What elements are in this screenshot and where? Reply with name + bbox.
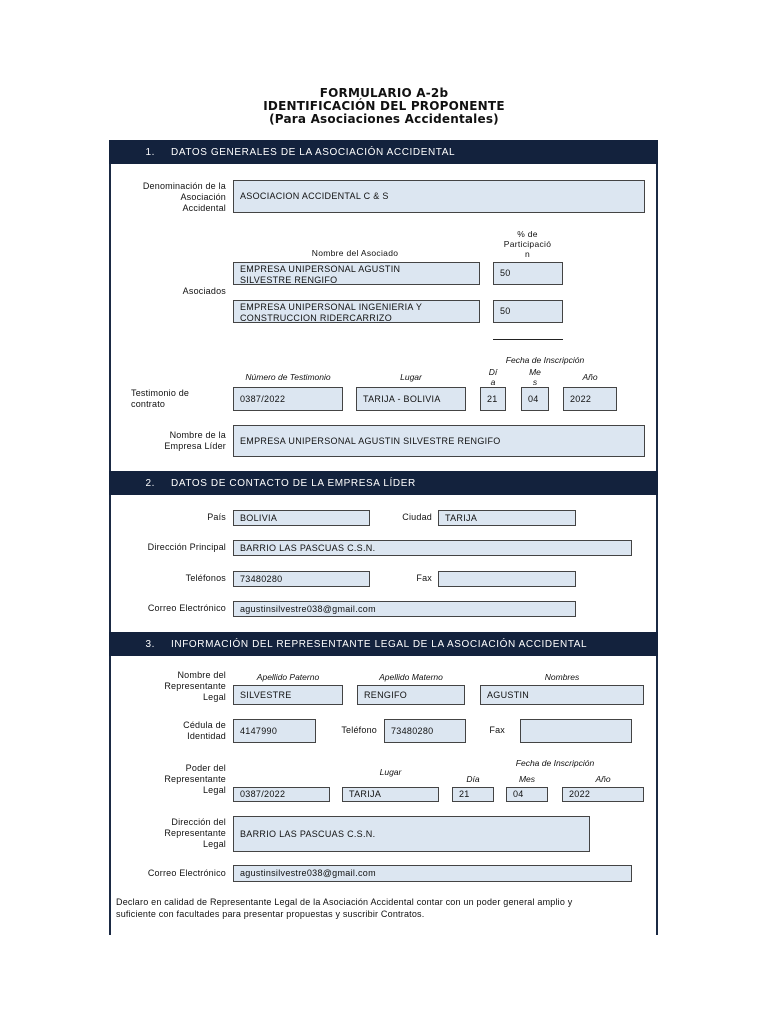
- asociado-1-nombre-field[interactable]: EMPRESA UNIPERSONAL AGUSTIN SILVESTRE RENGIFO: [233, 262, 480, 285]
- section-2-title: DATOS DE CONTACTO DE LA EMPRESA LÍDER: [171, 477, 416, 489]
- pais-field[interactable]: BOLIVIA: [233, 510, 370, 526]
- correo-rep-label: Correo Electrónico: [147, 868, 226, 878]
- direccion-rep-label: Dirección del Representante Legal: [164, 817, 226, 849]
- testimonio-dia-field[interactable]: 21: [480, 387, 506, 411]
- apellido-paterno-field[interactable]: SILVESTRE: [233, 685, 343, 705]
- section-3-number: 3.: [145, 638, 155, 650]
- poder-mes-field[interactable]: 04: [506, 787, 548, 802]
- telefonos-label: Teléfonos: [185, 573, 226, 583]
- pct-underline: [493, 339, 563, 340]
- asociados-label: Asociados: [182, 286, 226, 296]
- col-numero-testimonio: Número de Testimonio: [245, 372, 331, 382]
- denominacion-label: Denominación de la Asociación Accidental: [142, 181, 226, 213]
- col-dia: Dí a: [488, 367, 498, 387]
- section-2-number: 2.: [145, 477, 155, 489]
- poder-anio-field[interactable]: 2022: [562, 787, 644, 802]
- direccion-label: Dirección Principal: [147, 542, 226, 552]
- col-nombres: Nombres: [544, 672, 580, 682]
- testimonio-anio-field[interactable]: 2022: [563, 387, 617, 411]
- fax-label: Fax: [416, 573, 432, 583]
- col-apellido-paterno: Apellido Paterno: [256, 672, 320, 682]
- poder-label: Poder del Representante Legal: [164, 763, 226, 795]
- fecha-inscripcion-heading: Fecha de Inscripción: [505, 355, 585, 365]
- col-porcentaje: % de Participació n: [503, 229, 552, 259]
- denominacion-field[interactable]: [233, 180, 645, 213]
- col-lugar: Lugar: [400, 372, 422, 382]
- nombre-representante-label: Nombre del Representante Legal: [164, 670, 226, 702]
- correo-label: Correo Electrónico: [147, 603, 226, 613]
- cedula-label: Cédula de Identidad: [183, 720, 226, 741]
- form-code-title: FORMULARIO A-2b: [319, 86, 449, 100]
- denominacion-value: ASOCIACION ACCIDENTAL C & S: [240, 191, 389, 201]
- poder-col-lugar: Lugar: [379, 767, 402, 777]
- telefono-rep-field[interactable]: 73480280: [384, 719, 466, 743]
- ciudad-label: Ciudad: [402, 512, 432, 522]
- form-subtitle: (Para Asociaciones Accidentales): [269, 112, 499, 126]
- asociado-2-pct-field[interactable]: 50: [493, 300, 563, 323]
- ciudad-field[interactable]: TARIJA: [438, 510, 576, 526]
- nombres-field[interactable]: AGUSTIN: [480, 685, 644, 705]
- section-3-header: [109, 632, 658, 656]
- fax-rep-label: Fax: [489, 725, 505, 735]
- section-3-title: INFORMACIÓN DEL REPRESENTANTE LEGAL DE LA ASOCIACIÓN ACCIDENTAL: [171, 638, 588, 650]
- telefonos-field[interactable]: 73480280: [233, 571, 370, 587]
- cedula-field[interactable]: 4147990: [233, 719, 316, 743]
- poder-numero-field[interactable]: 0387/2022: [233, 787, 330, 802]
- poder-col-dia: Día: [466, 774, 480, 784]
- poder-dia-field[interactable]: 21: [452, 787, 494, 802]
- form-main-title: IDENTIFICACIÓN DEL PROPONENTE: [263, 99, 505, 113]
- correo-rep-field[interactable]: agustinsilvestre038@gmail.com: [233, 865, 632, 882]
- poder-col-anio: Año: [595, 774, 611, 784]
- asociado-2-nombre-field[interactable]: EMPRESA UNIPERSONAL INGENIERIA Y CONSTRUCCION RIDERCARRIZO: [233, 300, 480, 323]
- section-1-number: 1.: [145, 146, 155, 158]
- section-2-header: [109, 471, 658, 495]
- lider-label: Nombre de la Empresa Líder: [164, 430, 226, 451]
- fax-field[interactable]: [438, 571, 576, 587]
- testimonio-mes-field[interactable]: 04: [521, 387, 549, 411]
- telefono-rep-label: Teléfono: [341, 725, 377, 735]
- poder-lugar-field[interactable]: TARIJA: [342, 787, 439, 802]
- col-mes: Me s: [529, 367, 541, 387]
- correo-field[interactable]: agustinsilvestre038@gmail.com: [233, 601, 576, 617]
- pais-label: País: [207, 512, 226, 522]
- testimonio-label: Testimonio de contrato: [131, 388, 190, 409]
- col-nombre-asociado: Nombre del Asociado: [311, 248, 399, 258]
- section-1-header: [109, 140, 658, 164]
- fax-rep-field[interactable]: [520, 719, 632, 743]
- direccion-field[interactable]: BARRIO LAS PASCUAS C.S.N.: [233, 540, 632, 556]
- direccion-rep-field[interactable]: BARRIO LAS PASCUAS C.S.N.: [233, 816, 590, 852]
- section-1-title: DATOS GENERALES DE LA ASOCIACIÓN ACCIDENTAL: [171, 146, 456, 158]
- declaration-text: Declaro en calidad de Representante Legal de la Asociación Accidental contar con un poder general amplio y suficiente con facultades para presentar propuestas y suscribir Contratos.: [116, 897, 573, 919]
- testimonio-numero-field[interactable]: 0387/2022: [233, 387, 343, 411]
- poder-col-mes: Mes: [518, 774, 536, 784]
- lider-field[interactable]: EMPRESA UNIPERSONAL AGUSTIN SILVESTRE RENGIFO: [233, 425, 645, 457]
- asociado-1-pct-field[interactable]: 50: [493, 262, 563, 285]
- col-anio: Año: [582, 372, 598, 382]
- testimonio-lugar-field[interactable]: TARIJA - BOLIVIA: [356, 387, 466, 411]
- col-apellido-materno: Apellido Materno: [379, 672, 443, 682]
- apellido-materno-field[interactable]: RENGIFO: [357, 685, 465, 705]
- poder-fecha-heading: Fecha de Inscripción: [515, 758, 595, 768]
